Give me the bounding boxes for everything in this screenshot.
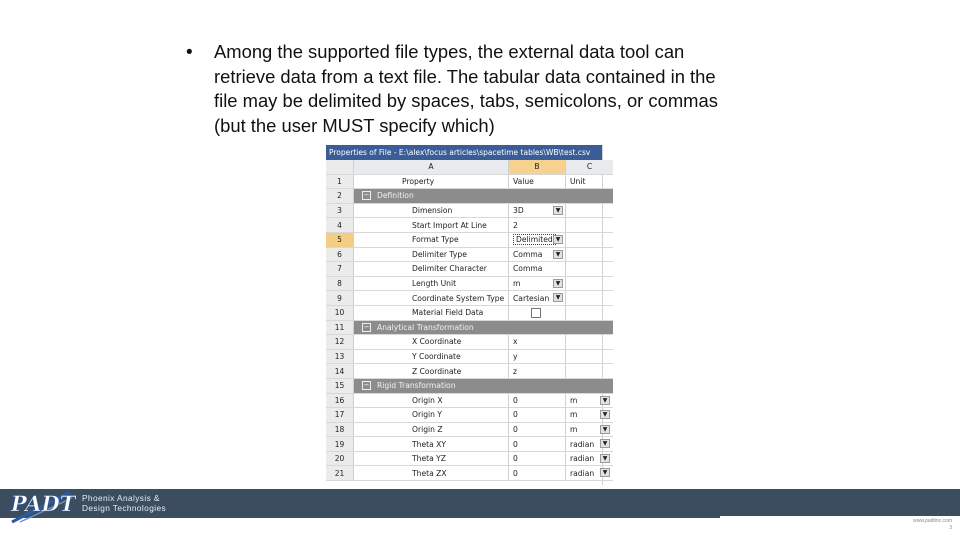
property-cell bbox=[354, 321, 612, 335]
property-row[interactable] bbox=[326, 218, 613, 233]
value-text: 0 bbox=[513, 410, 518, 420]
property-label: Z Coordinate bbox=[412, 366, 462, 376]
row-number: 2 bbox=[326, 189, 354, 203]
collapse-icon[interactable]: − bbox=[363, 322, 370, 331]
logo-text: PADT bbox=[11, 491, 76, 516]
unit-cell[interactable] bbox=[566, 466, 613, 480]
column-header-c[interactable]: C bbox=[566, 160, 613, 174]
material-field-checkbox[interactable] bbox=[531, 308, 541, 318]
property-cell bbox=[354, 466, 509, 480]
value-text: 3D bbox=[513, 206, 524, 216]
dropdown-arrow-icon[interactable]: ▼ bbox=[553, 293, 563, 302]
row-number: 16 bbox=[326, 394, 354, 408]
unit-cell bbox=[566, 335, 613, 349]
property-label: Start Import At Line bbox=[412, 220, 487, 230]
value-text: 0 bbox=[513, 395, 518, 405]
row-number: 11 bbox=[326, 321, 354, 335]
property-cell bbox=[354, 306, 509, 320]
dropdown-arrow-icon[interactable]: ▼ bbox=[600, 439, 610, 448]
value-cell[interactable] bbox=[509, 437, 566, 451]
page-meta bbox=[913, 518, 952, 532]
property-row[interactable] bbox=[326, 306, 613, 321]
property-row[interactable] bbox=[326, 248, 613, 263]
collapse-icon[interactable]: − bbox=[363, 191, 370, 200]
property-cell bbox=[354, 277, 509, 291]
unit-text: radian bbox=[570, 439, 595, 449]
row-number: 19 bbox=[326, 437, 354, 451]
section-row[interactable] bbox=[326, 379, 613, 394]
row-number: 15 bbox=[326, 379, 354, 393]
footer-line bbox=[0, 516, 720, 518]
row-number: 6 bbox=[326, 248, 354, 262]
value-cell[interactable] bbox=[509, 218, 566, 232]
row-number: 20 bbox=[326, 452, 354, 466]
property-cell bbox=[354, 437, 509, 451]
property-cell bbox=[354, 248, 509, 262]
value-text: 0 bbox=[513, 468, 518, 478]
unit-cell bbox=[566, 291, 613, 305]
property-label: Origin X bbox=[412, 395, 443, 405]
row-number: 1 bbox=[326, 175, 354, 189]
unit-cell bbox=[566, 204, 613, 218]
unit-cell bbox=[566, 364, 613, 378]
row-number: 5 bbox=[326, 233, 354, 247]
property-cell bbox=[354, 189, 612, 203]
column-header-b[interactable]: B bbox=[509, 160, 566, 174]
dropdown-arrow-icon[interactable]: ▼ bbox=[600, 396, 610, 405]
properties-panel bbox=[326, 145, 608, 485]
value-cell[interactable] bbox=[509, 204, 566, 218]
property-label: Delimiter Type bbox=[412, 249, 467, 259]
property-cell bbox=[354, 394, 509, 408]
unit-cell[interactable] bbox=[566, 437, 613, 451]
row-number: 4 bbox=[326, 218, 354, 232]
unit-text: m bbox=[570, 410, 578, 420]
padt-logo bbox=[8, 484, 76, 524]
dropdown-arrow-icon[interactable]: ▼ bbox=[600, 454, 610, 463]
unit-cell bbox=[566, 306, 613, 320]
value-text: 0 bbox=[513, 454, 518, 464]
unit-cell[interactable] bbox=[566, 423, 613, 437]
property-label: X Coordinate bbox=[412, 337, 462, 347]
row-number: 3 bbox=[326, 204, 354, 218]
value-cell[interactable] bbox=[509, 291, 566, 305]
value-text: y bbox=[513, 352, 518, 362]
value-text: 2 bbox=[513, 220, 518, 230]
row-number: 8 bbox=[326, 277, 354, 291]
property-label: Theta XY bbox=[412, 439, 447, 449]
property-header-row bbox=[326, 175, 613, 190]
corner-cell bbox=[326, 160, 354, 174]
section-label: Definition bbox=[377, 191, 414, 201]
value-cell[interactable] bbox=[509, 466, 566, 480]
property-cell bbox=[354, 335, 509, 349]
column-header-a[interactable]: A bbox=[354, 160, 509, 174]
property-label: Theta YZ bbox=[412, 454, 447, 464]
property-header bbox=[354, 175, 509, 189]
company-line-2: Design Technologies bbox=[82, 503, 167, 513]
property-row[interactable] bbox=[326, 408, 613, 423]
dropdown-arrow-icon[interactable]: ▼ bbox=[553, 279, 563, 288]
unit-text: radian bbox=[570, 468, 595, 478]
row-number: 7 bbox=[326, 262, 354, 276]
value-text: 0 bbox=[513, 424, 518, 434]
property-cell bbox=[354, 350, 509, 364]
collapse-icon[interactable]: − bbox=[363, 381, 370, 390]
value-text: m bbox=[513, 279, 521, 289]
value-text: Cartesian bbox=[513, 293, 550, 303]
properties-title: Properties of File - E:\alex\focus articles\spacetime tables\WB\test.csv bbox=[326, 145, 602, 160]
property-label: Origin Y bbox=[412, 410, 443, 420]
property-row[interactable] bbox=[326, 394, 613, 409]
property-label: Delimiter Character bbox=[412, 264, 487, 274]
dropdown-arrow-icon[interactable]: ▼ bbox=[553, 250, 563, 259]
value-cell[interactable] bbox=[509, 423, 566, 437]
property-row[interactable] bbox=[326, 335, 613, 350]
value-text: Comma bbox=[513, 264, 543, 274]
row-number: 13 bbox=[326, 350, 354, 364]
unit-cell[interactable] bbox=[566, 408, 613, 422]
row-number: 9 bbox=[326, 291, 354, 305]
property-cell bbox=[354, 423, 509, 437]
value-cell[interactable] bbox=[509, 306, 566, 320]
unit-cell bbox=[566, 233, 613, 247]
property-label: Format Type bbox=[412, 235, 459, 245]
value-text: z bbox=[513, 366, 517, 376]
bullet-text: Among the supported file types, the external data tool can retrieve data from a text file. The tabular data contained in the file may be delimited by spaces, tabs, semicolons, or commas (but the user MUST specify which) bbox=[214, 41, 718, 136]
property-row[interactable] bbox=[326, 423, 613, 438]
dropdown-arrow-icon[interactable]: ▼ bbox=[600, 425, 610, 434]
value-cell[interactable] bbox=[509, 364, 566, 378]
property-row[interactable] bbox=[326, 364, 613, 379]
value-text: 0 bbox=[513, 439, 518, 449]
property-cell bbox=[354, 218, 509, 232]
unit-cell bbox=[566, 350, 613, 364]
property-cell bbox=[354, 204, 509, 218]
property-row[interactable] bbox=[326, 437, 613, 452]
value-cell[interactable] bbox=[509, 408, 566, 422]
property-cell bbox=[354, 408, 509, 422]
unit-cell bbox=[566, 218, 613, 232]
unit-cell[interactable] bbox=[566, 452, 613, 466]
unit-text: radian bbox=[570, 454, 595, 464]
column-header-row bbox=[326, 160, 613, 175]
unit-cell bbox=[566, 277, 613, 291]
value-cell[interactable] bbox=[509, 262, 566, 276]
property-header-label: Property bbox=[402, 176, 435, 186]
property-label: Y Coordinate bbox=[412, 352, 461, 362]
row-number: 10 bbox=[326, 306, 354, 320]
property-row[interactable] bbox=[326, 452, 613, 467]
page-number: 3 bbox=[949, 525, 952, 531]
property-row[interactable] bbox=[326, 233, 613, 248]
row-number: 17 bbox=[326, 408, 354, 422]
section-row[interactable] bbox=[326, 189, 613, 204]
company-line-1: Phoenix Analysis & bbox=[82, 493, 160, 503]
property-cell bbox=[354, 379, 612, 393]
value-cell[interactable] bbox=[509, 452, 566, 466]
value-cell[interactable] bbox=[509, 335, 566, 349]
property-row[interactable] bbox=[326, 350, 613, 365]
property-row[interactable] bbox=[326, 466, 613, 481]
properties-grid bbox=[326, 160, 613, 481]
value-cell[interactable] bbox=[509, 248, 566, 262]
section-row[interactable] bbox=[326, 321, 613, 336]
section-label: Rigid Transformation bbox=[377, 381, 456, 391]
dropdown-arrow-icon[interactable]: ▼ bbox=[600, 468, 610, 477]
dropdown-arrow-icon[interactable]: ▼ bbox=[553, 235, 563, 244]
dropdown-arrow-icon[interactable]: ▼ bbox=[600, 410, 610, 419]
row-number: 18 bbox=[326, 423, 354, 437]
property-cell bbox=[354, 233, 509, 247]
property-cell bbox=[354, 291, 509, 305]
unit-text: m bbox=[570, 424, 578, 434]
property-row[interactable] bbox=[326, 262, 613, 277]
property-row[interactable] bbox=[326, 204, 613, 219]
value-cell[interactable] bbox=[509, 394, 566, 408]
property-cell bbox=[354, 364, 509, 378]
property-row[interactable] bbox=[326, 291, 613, 306]
bullet-symbol: • bbox=[186, 42, 193, 63]
unit-cell bbox=[566, 262, 613, 276]
property-label: Theta ZX bbox=[412, 468, 447, 478]
row-number: 21 bbox=[326, 466, 354, 480]
value-cell[interactable] bbox=[509, 233, 566, 247]
value-header: Value bbox=[509, 175, 566, 189]
property-row[interactable] bbox=[326, 277, 613, 292]
unit-text: m bbox=[570, 395, 578, 405]
unit-cell bbox=[566, 248, 613, 262]
value-text: x bbox=[513, 337, 518, 347]
section-label: Analytical Transformation bbox=[377, 322, 474, 332]
property-cell bbox=[354, 452, 509, 466]
row-number: 12 bbox=[326, 335, 354, 349]
value-cell[interactable] bbox=[509, 350, 566, 364]
unit-header: Unit bbox=[570, 176, 586, 186]
value-text: Delimited bbox=[513, 234, 556, 245]
website-label: www.padtinc.com bbox=[913, 518, 952, 524]
property-label: Length Unit bbox=[412, 279, 457, 289]
company-name bbox=[82, 493, 166, 513]
property-cell bbox=[354, 262, 509, 276]
property-label: Dimension bbox=[412, 206, 453, 216]
property-label: Coordinate System Type bbox=[412, 293, 505, 303]
value-text: Comma bbox=[513, 249, 543, 259]
property-label: Material Field Data bbox=[412, 308, 484, 318]
unit-cell[interactable] bbox=[566, 394, 613, 408]
property-label: Origin Z bbox=[412, 424, 443, 434]
value-cell[interactable] bbox=[509, 277, 566, 291]
row-number: 14 bbox=[326, 364, 354, 378]
dropdown-arrow-icon[interactable]: ▼ bbox=[553, 206, 563, 215]
